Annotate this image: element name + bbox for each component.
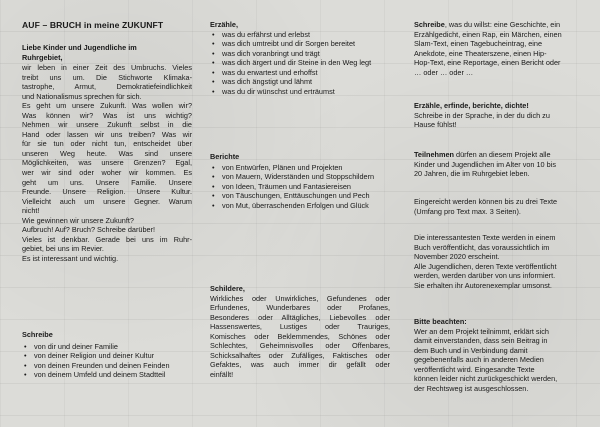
schildere-heading: Schildere, (210, 284, 245, 293)
schildere-line: einfällt! (210, 369, 234, 379)
list-item: • von Ideen, Träumen und Fantasiereisen (222, 182, 390, 192)
schreibe-was-section (414, 20, 584, 77)
beachten-line: gegebenenfalls auch in anderen Medien (414, 355, 544, 365)
intro-text (22, 63, 192, 263)
buch-line: Sie erhalten ihr Autorenexemplar umsonst. (414, 280, 552, 290)
intro-line: Vieles ist denkbar. Gerade bei uns im Ruhr- (22, 234, 192, 244)
schildere-line: Gefaktes, was auch immer dir gefällt oder (210, 360, 390, 370)
intro-line: wer wir sind oder woher wir kommen. Es (22, 168, 192, 178)
teilnehmen-line: dürfen an diesem Projekt alle (454, 150, 551, 159)
page-title: AUF – BRUCH in meine ZUKUNFT (22, 20, 164, 30)
intro-line: und Nationalismus sprechen für sich. (22, 91, 142, 101)
beachten-line: damit einverstanden, dass sein Beitrag in (414, 336, 548, 346)
berichte-section (210, 152, 390, 210)
schreibe-line: … oder … oder … (414, 67, 474, 77)
intro-line: tastrophe, Armut, Demokratiefeindlichkeit (22, 82, 192, 92)
intro-line: unseren Weg heute. Was sind unsere (22, 148, 192, 158)
schildere-line: Erfundenes, Wunderbares oder Profanes, (210, 303, 390, 313)
schreibe-bold: Schreibe (414, 20, 445, 29)
greeting-line: Liebe Kinder und Jugendliche im (22, 43, 137, 52)
intro-line: Hand oder lassen wir uns treiben? Was wir (22, 129, 192, 139)
schreibe-line: Anekdote, eine Theaterszene, einen Hip- (414, 48, 547, 58)
list-item: • was du dir wünschst und erträumst (222, 87, 390, 97)
schildere-line: Hassenswertes, Lustiges oder Trauriges, (210, 322, 390, 332)
teilnehmen-bold: Teilnehmen (414, 150, 455, 159)
erzaehle-line: Hause fühlst! (414, 120, 457, 130)
schildere-line: Schlechtes, Geheimnisvolles oder Offenbares, (210, 341, 390, 351)
intro-line: treibt uns um. Die Stichworte Klimaka- (22, 72, 192, 82)
beachten-heading: Bitte beachten: (414, 317, 467, 326)
list-item: • von Täuschungen, Enttäuschungen und Pech (222, 191, 390, 201)
list-item: • von Mauern, Widerständen und Stoppschildern (222, 172, 390, 182)
greeting-line: Ruhrgebiet, (22, 52, 63, 62)
intro-line: wir leben in einer Zeit des Umbruchs. Vieles (22, 63, 192, 72)
schreibe-line: Hop-Text, eine Reportage, einen Bericht oder (414, 58, 561, 68)
erzaehle-heading: Erzähle, (210, 20, 238, 29)
intro-line: Freunde. Unsere Religion. Unsere Kultur. (22, 187, 192, 197)
intro-line: Aufbruch! Auf? Bruch? Schreibe darüber! (22, 225, 156, 235)
schreibe-list (22, 342, 192, 380)
intro-line: Nehmen wir unsere Zukunft selbst in die (22, 120, 192, 130)
erzaehle-line: Schreibe in der Sprache, in der du dich zu (414, 110, 550, 120)
buch-line: Buch veröffentlicht, das voraussichtlich im (414, 242, 550, 252)
buch-line: Die interessantesten Texte werden in einem (414, 233, 556, 242)
teilnehmen-line: 20 Jahren, die im Ruhrgebiet leben. (414, 169, 530, 179)
einreichen-section (414, 197, 584, 216)
intro-line: nicht! (22, 206, 40, 216)
column-right (414, 0, 584, 427)
buch-line: Alle Jugendlichen, deren Texte veröffentlicht (414, 261, 557, 271)
list-item: • von Mut, überraschenden Erfolgen und Glück (222, 201, 390, 211)
teilnehmen-section (414, 150, 584, 179)
schildere-line: Besonderes oder Alltägliches, Liebevolles oder (210, 312, 390, 322)
intro-line: Es ist interessant und wichtig. (22, 253, 119, 263)
beachten-line: Wer an dem Projekt teilnimmt, erklärt sich (414, 326, 549, 336)
erzaehle-section (210, 20, 390, 96)
berichte-list (210, 163, 390, 211)
intro-line: Wie gewinnen wir unsere Zukunft? (22, 215, 134, 225)
list-item: • von deinem Umfeld und deinem Stadtteil (34, 370, 192, 380)
beachten-line: dem Buch und in Verbindung damit (414, 345, 528, 355)
schildere-line: Schicksalhaftes oder Zufälliges, Faktisches oder (210, 350, 390, 360)
intro-line: geht um uns. Unsere Familie. Unsere (22, 177, 192, 187)
buch-section (414, 233, 584, 290)
beachten-line: veröffentlicht wird. Eingesandte Texte (414, 364, 535, 374)
teilnehmen-line: Kinder und Jugendlichen im Alter von 10 bis (414, 159, 556, 169)
beachten-line: können leider nicht zurückgeschickt werden, (414, 374, 558, 384)
list-item: • was dich umtreibt und dir Sorgen bereitet (222, 39, 390, 49)
einreichen-line: (Umfang pro Text max. 3 Seiten). (414, 206, 521, 216)
schreibe-heading: Schreibe (22, 330, 53, 339)
erzaehle-erfinde-section (414, 101, 584, 130)
buch-line: November 2020 erscheint. (414, 252, 500, 262)
einreichen-line: Eingereicht werden können bis zu drei Texte (414, 197, 558, 206)
schreibe-line: , was du willst: eine Geschichte, ein (444, 20, 561, 29)
schildere-line: Wirkliches oder Unwirkliches, Gefundenes oder (210, 293, 390, 303)
beachten-section (414, 317, 584, 393)
schreibe-line: Slam-Text, einen Tagebucheintrag, eine (414, 39, 543, 49)
list-item: • von deiner Religion und deiner Kultur (34, 351, 192, 361)
list-item: • von deinen Freunden und deinen Feinden (34, 361, 192, 371)
intro-line: Was können wir? Was ist uns wichtig? (22, 110, 192, 120)
schreibe-line: Erzählgedicht, einen Rap, ein Märchen, einen (414, 29, 562, 39)
list-item: • was du erwartest und erhoffst (222, 68, 390, 78)
intro-line: Vielleicht auch um unsere Gegner. Warum (22, 196, 192, 206)
list-item: • was du erfährst und erlebst (222, 30, 390, 40)
buch-line: werden, werden darüber von uns informiert. (414, 271, 556, 281)
column-left (22, 0, 192, 427)
schildere-line: Komisches oder Beklemmendes, Schönes oder (210, 331, 390, 341)
intro-line: Möglichkeiten, was unsere Grenzen? Egal, (22, 158, 192, 168)
intro-line: Es geht um unsere Zukunft. Was wollen wir? (22, 101, 192, 111)
berichte-heading: Berichte (210, 152, 240, 161)
list-item: • was dich ärgert und dir Steine in den Weg legt (222, 58, 390, 68)
erzaehle-list (210, 30, 390, 97)
erzaehle-erfinde-heading: Erzähle, erfinde, berichte, dichte! (414, 101, 529, 110)
list-item: • was dich ängstigt und lähmt (222, 77, 390, 87)
intro-line: gebiet, bei uns im Revier. (22, 244, 104, 254)
list-item: • was dich voranbringt und trägt (222, 49, 390, 59)
schreibe-section (22, 330, 192, 380)
list-item: • von dir und deiner Familie (34, 342, 192, 352)
column-middle (210, 0, 390, 427)
beachten-line: der Rechtsweg ist ausgeschlossen. (414, 383, 529, 393)
intro-line: für sie tun oder nicht tun, entscheidet über (22, 139, 192, 149)
schildere-section (210, 284, 390, 379)
list-item: • von Entwürfen, Plänen und Projekten (222, 163, 390, 173)
greeting (22, 43, 192, 62)
